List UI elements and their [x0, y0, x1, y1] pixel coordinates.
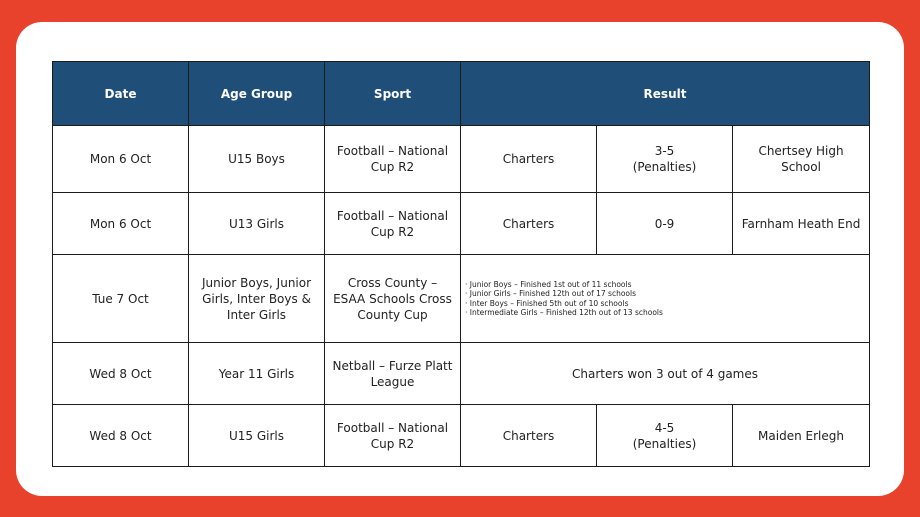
date-cell: Tue 7 Oct — [53, 255, 189, 343]
score-cell: 0-9 — [597, 193, 733, 255]
date-cell: Wed 8 Oct — [53, 405, 189, 467]
list-item: · Intermediate Girls – Finished 12th out of 13 schools — [465, 308, 663, 317]
result-summary-cell: Charters won 3 out of 4 games — [461, 343, 870, 405]
fixtures-results-table — [52, 61, 870, 467]
result-notes-list — [465, 280, 864, 318]
age-group-column-header: Age Group — [189, 62, 325, 126]
date-cell: Mon 6 Oct — [53, 126, 189, 193]
score-cell — [597, 405, 733, 467]
sport-cell: Football – National Cup R2 — [325, 126, 461, 193]
table-row — [53, 255, 870, 343]
result-notes-cell — [461, 255, 870, 343]
result-column-header: Result — [461, 62, 870, 126]
home-team-cell: Charters — [461, 126, 597, 193]
score-value: 3-5 — [654, 144, 675, 158]
list-item: · Inter Boys – Finished 5th out of 10 schools — [465, 298, 629, 308]
sport-cell: Netball – Furze Platt League — [325, 343, 461, 405]
score-cell — [597, 126, 733, 193]
date-cell: Mon 6 Oct — [53, 193, 189, 255]
list-item: · Junior Boys – Finished 1st out of 11 schools — [465, 279, 632, 289]
table-row — [53, 126, 870, 193]
opponent-cell: Chertsey High School — [733, 126, 870, 193]
score-value: 4-5 — [654, 420, 675, 435]
table-row — [53, 193, 870, 255]
opponent-cell: Farnham Heath End — [733, 193, 870, 255]
sport-column-header: Sport — [325, 62, 461, 126]
list-item: · Junior Girls – Finished 12th out of 17 schools — [465, 289, 637, 298]
age-group-cell: Year 11 Girls — [189, 343, 325, 405]
home-team-cell: Charters — [461, 193, 597, 255]
sport-cell: Football – National Cup R2 — [325, 193, 461, 255]
table-header-row — [53, 62, 870, 126]
score-note: (Penalties) — [632, 160, 697, 174]
sport-cell: Football – National Cup R2 — [325, 405, 461, 467]
date-cell: Wed 8 Oct — [53, 343, 189, 405]
sport-cell: Cross County – ESAA Schools Cross County Cup — [325, 255, 461, 343]
home-team-cell: Charters — [461, 405, 597, 467]
opponent-cell: Maiden Erlegh — [733, 405, 870, 467]
age-group-cell: Junior Boys, Junior Girls, Inter Boys & Inter Girls — [189, 255, 325, 343]
age-group-cell: U13 Girls — [189, 193, 325, 255]
table-row — [53, 405, 870, 467]
date-column-header: Date — [53, 62, 189, 126]
age-group-cell: U15 Girls — [189, 405, 325, 467]
score-note: (Penalties) — [632, 436, 697, 451]
table-row — [53, 343, 870, 405]
age-group-cell: U15 Boys — [189, 126, 325, 193]
